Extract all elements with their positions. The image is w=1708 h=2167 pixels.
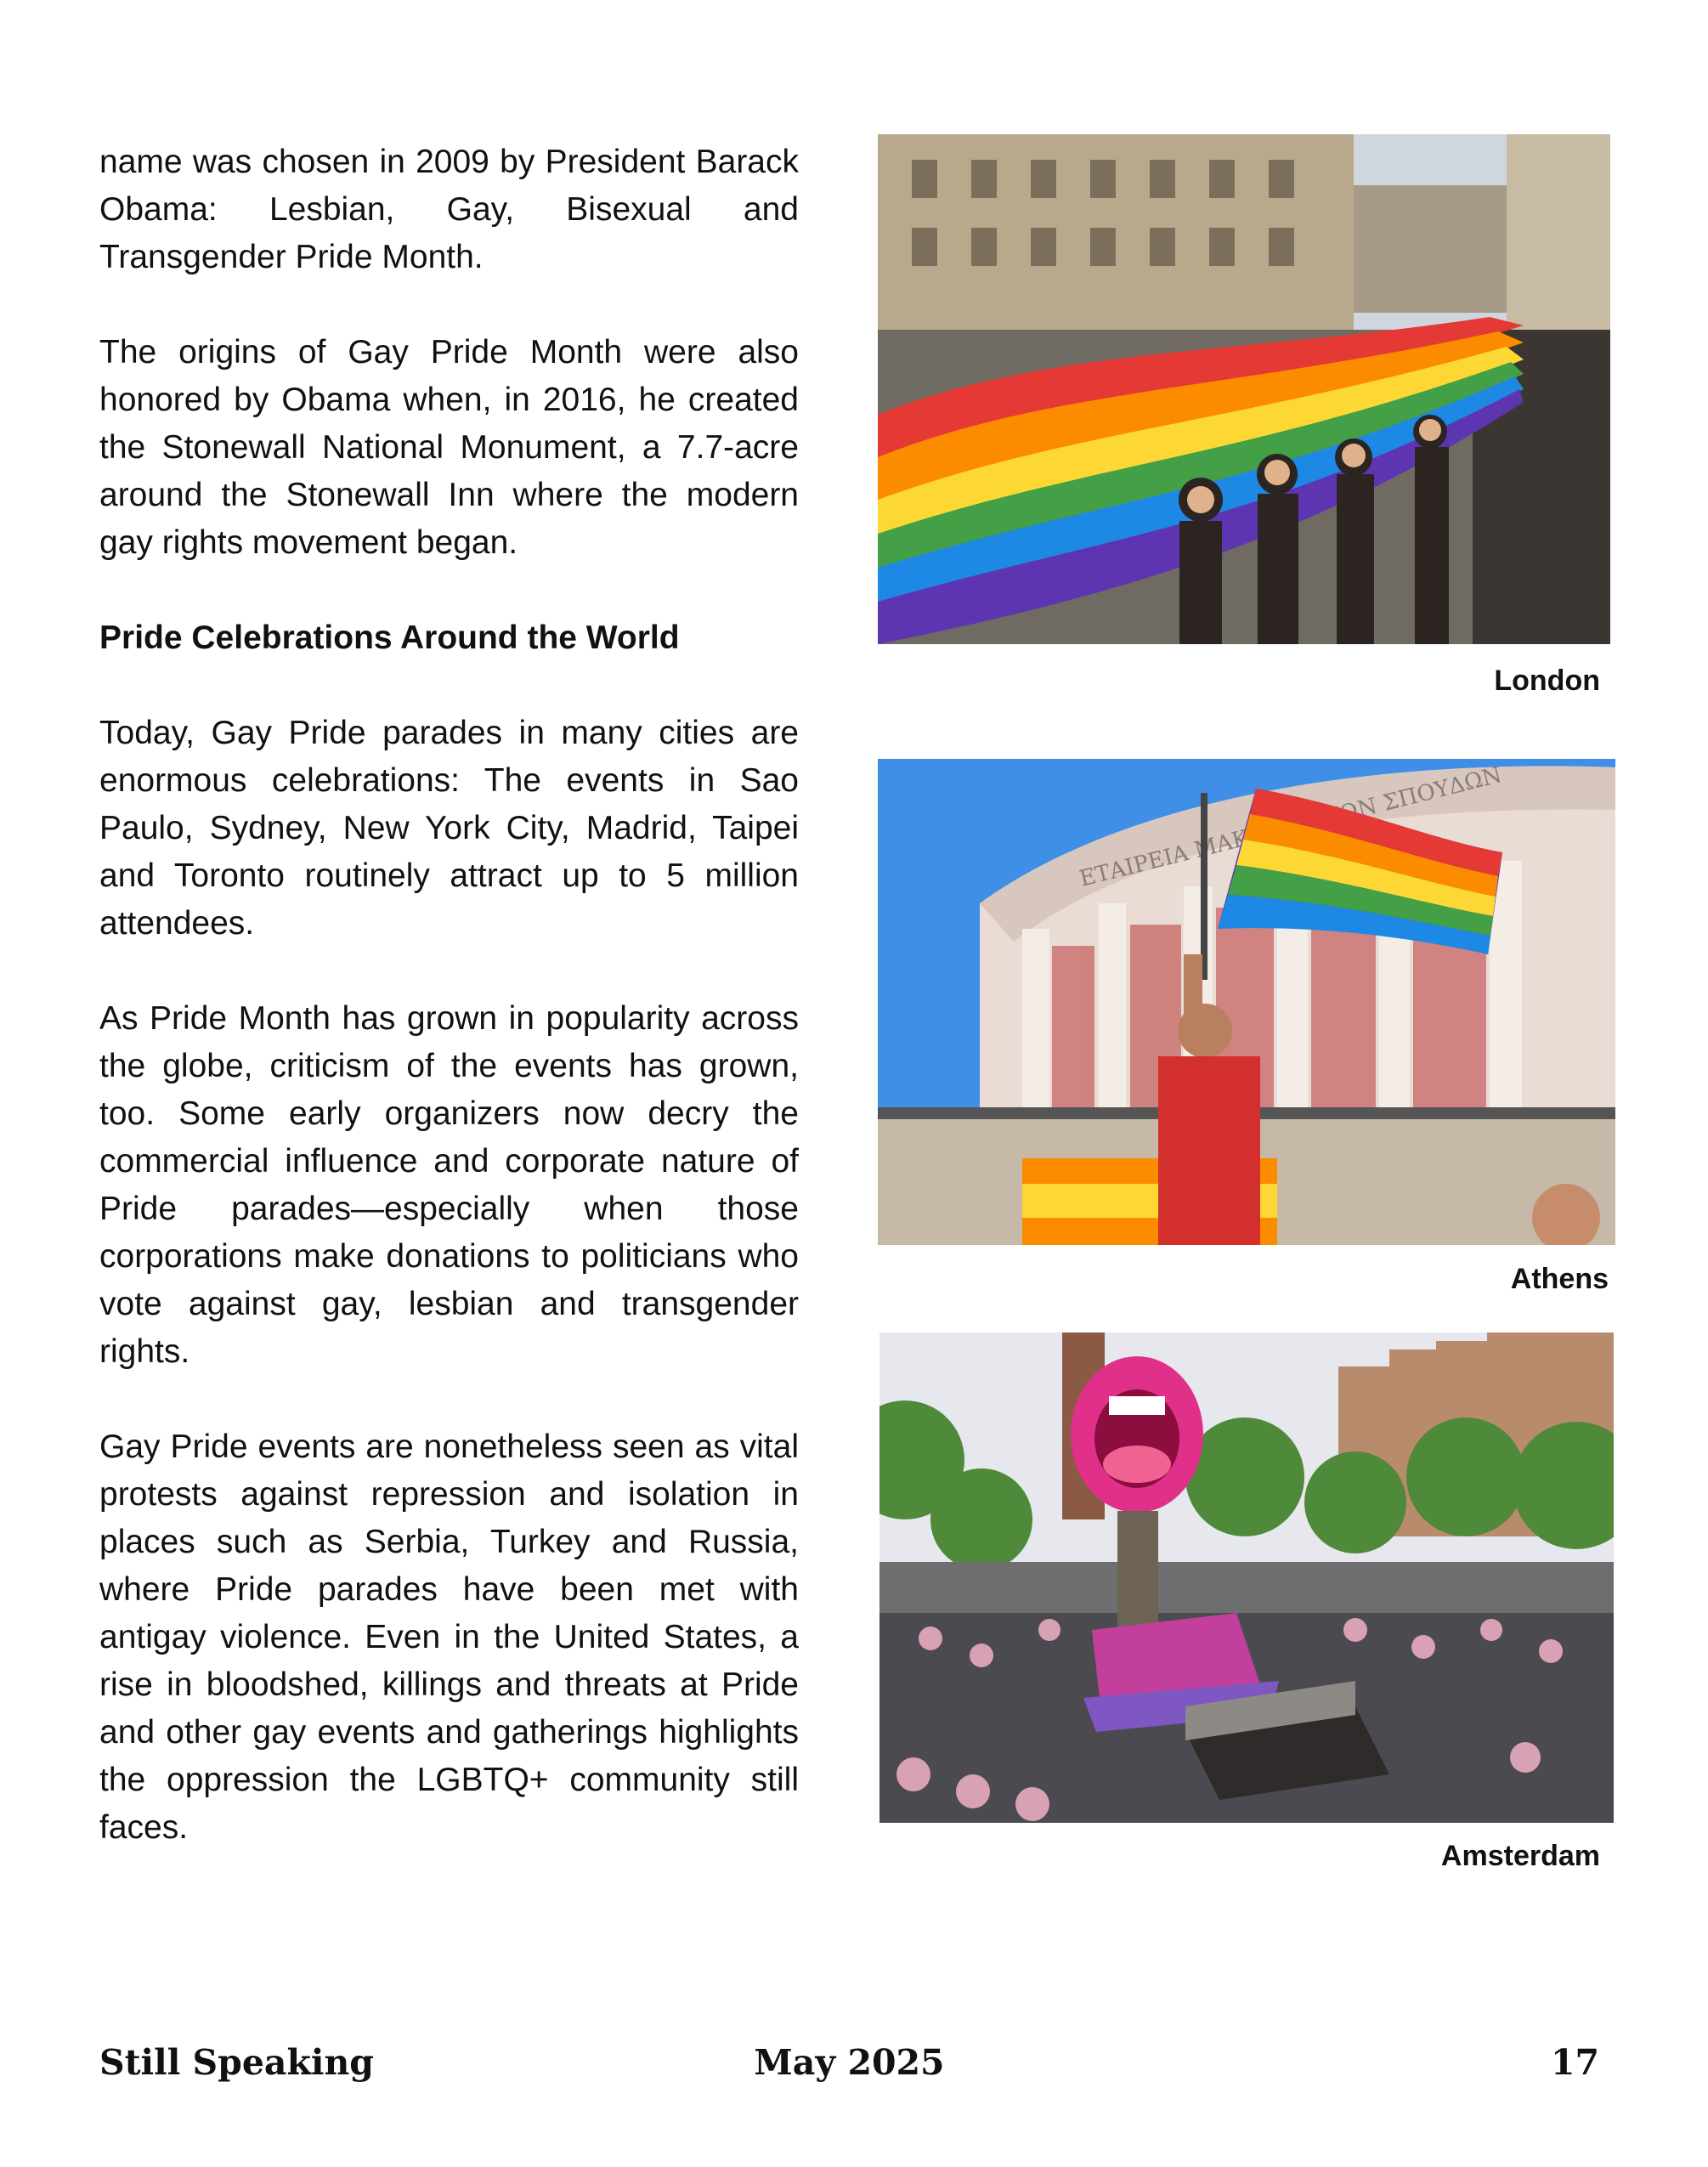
article-paragraph: name was chosen in 2009 by President Barack Obama: Lesbian, Gay, Bisexual and Transgender Pride Month.: [99, 144, 799, 275]
page-number: 17: [1550, 2042, 1599, 2083]
london-parade-photo: [878, 134, 1610, 644]
article-paragraph: Gay Pride events are nonetheless seen as vital protests against repression and isolation in places such as Serbia, Turkey and Russia, where Pride parades have been met with antigay violence. Even in the United States, a rise in bloodshed, killings and threats at Pride and other gay events and gatherings highlights the oppression the LGBTQ+ community still faces.: [99, 1429, 799, 1846]
athens-parade-photo: [878, 759, 1615, 1245]
article-paragraph: The origins of Gay Pride Month were also honored by Obama when, in 2016, he created the Stonewall National Monument, a 7.7-acre around the Stonewall Inn where the modern gay rights movement began.: [99, 334, 799, 561]
amsterdam-parade-photo: [879, 1332, 1614, 1823]
photo-caption-amsterdam: Amsterdam: [1440, 1840, 1600, 1872]
article-paragraph: As Pride Month has grown in popularity across the globe, criticism of the events has grown, too. Some early organizers now decry the commercial influence and corporate nature of Pride parades—especially when those corporations make donations to politicians who vote against gay, lesbian and transgender rights.: [99, 1000, 799, 1370]
photo-caption-athens: Athens: [1510, 1263, 1609, 1295]
building-inscription: ΕΤΑΙΡΕΙΑ ΣΠΟΥΔΩΝ: [1077, 762, 1505, 892]
page-footer: [99, 2040, 1599, 2085]
publication-name: Still Speaking: [99, 2042, 374, 2083]
photo-caption-london: London: [1494, 665, 1600, 697]
issue-date: May 2025: [754, 2042, 945, 2083]
article-column: [99, 139, 799, 1852]
section-heading: Pride Celebrations Around the World: [99, 620, 680, 656]
article-paragraph: Today, Gay Pride parades in many cities are enormous celebrations: The events in Sao Paulo, Sydney, New York City, Madrid, Taipei and Toronto routinely attract up to 5 million attendees.: [99, 715, 799, 942]
